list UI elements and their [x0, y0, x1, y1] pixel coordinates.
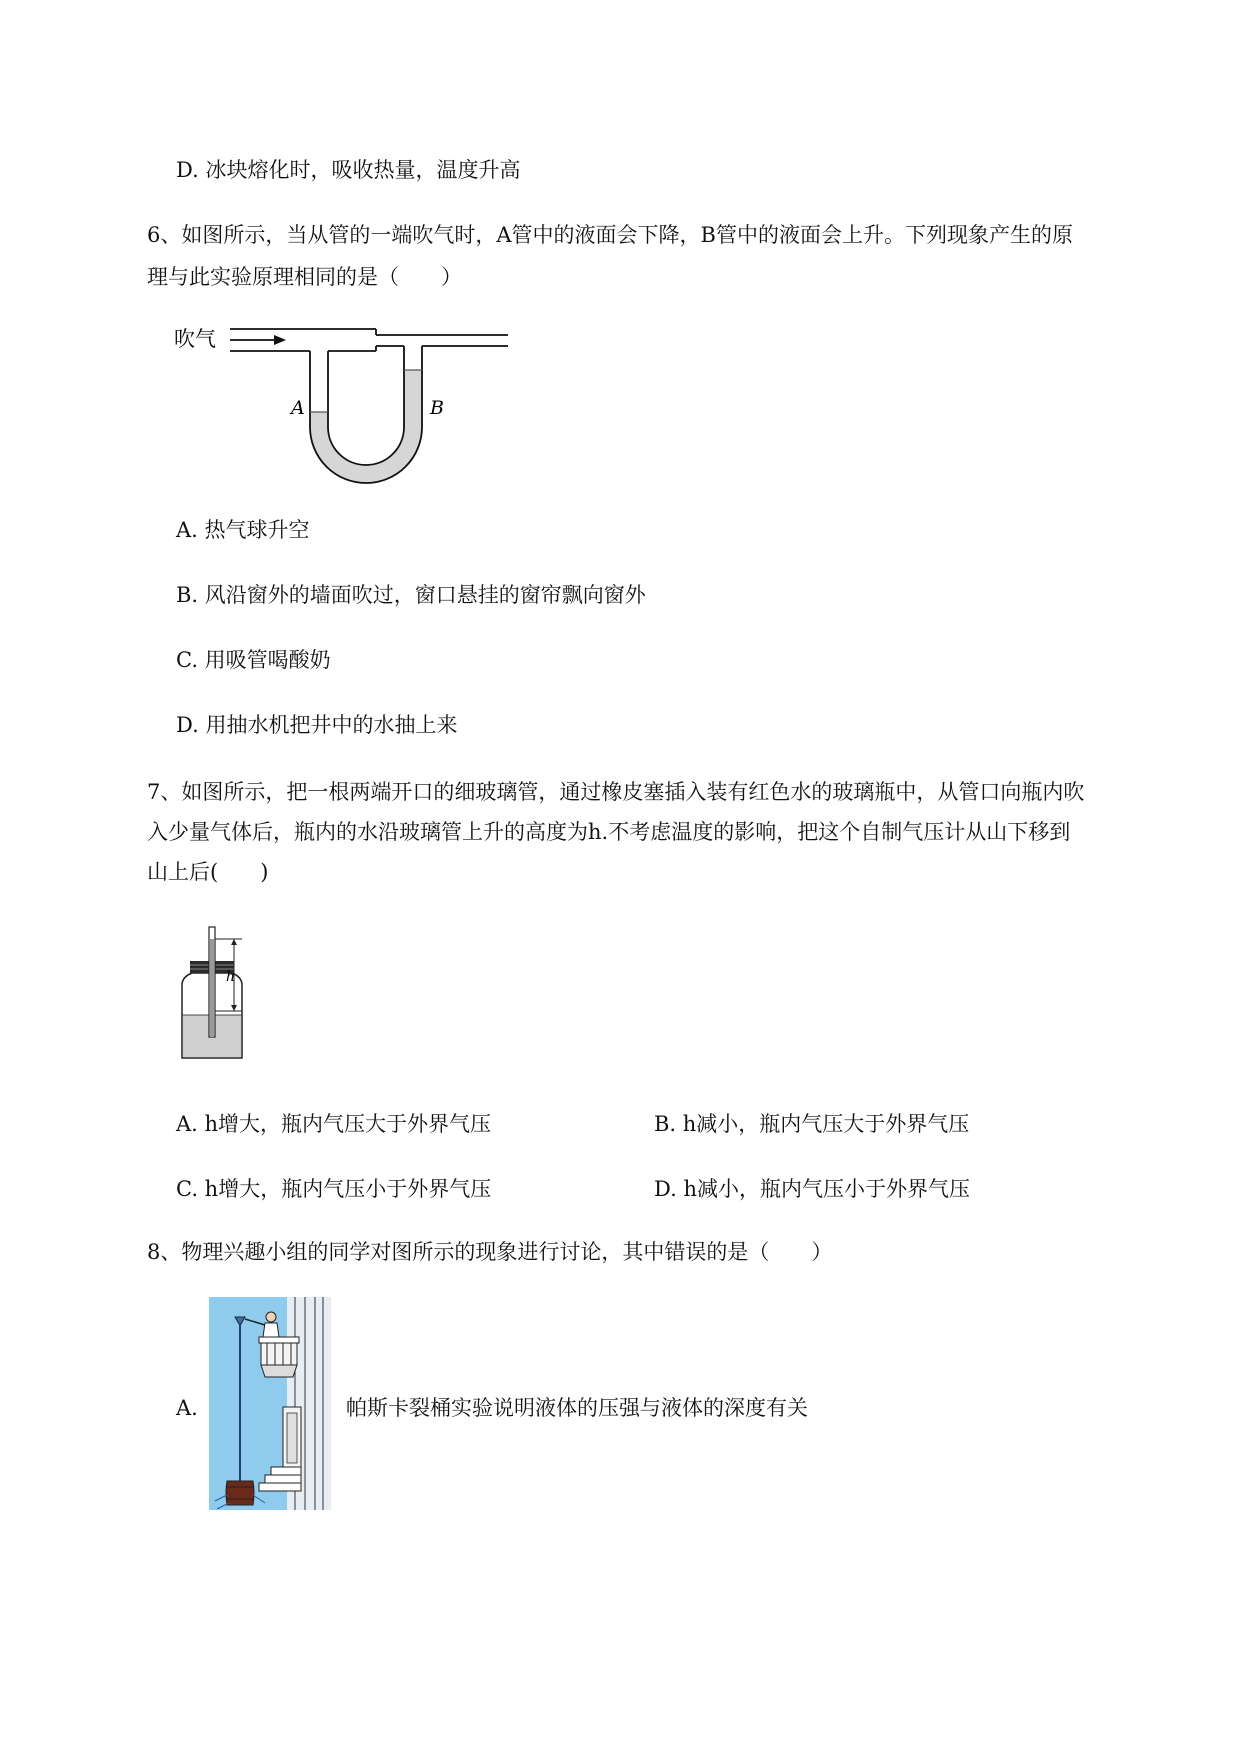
q6-option-d: D. 用抽水机把井中的水抽上来 — [176, 713, 458, 737]
q7-option-c: C. h增大，瓶内气压小于外界气压 — [176, 1177, 492, 1201]
q7-stem-line2: 入少量气体后，瓶内的水沿玻璃管上升的高度为h.不考虑温度的影响，把这个自制气压计从山下移到 — [147, 820, 1071, 844]
tube-a-label: A — [291, 397, 305, 419]
q6-u-tube-figure — [168, 312, 538, 502]
q7-option-b: B. h减小，瓶内气压大于外界气压 — [654, 1112, 970, 1136]
q8-stem: 8、物理兴趣小组的同学对图所示的现象进行讨论，其中错误的是（ ） — [147, 1240, 833, 1264]
q6-option-b: B. 风沿窗外的墙面吹过，窗口悬挂的窗帘飘向窗外 — [176, 583, 646, 607]
blow-arrow-icon — [274, 335, 286, 345]
q8-option-a-text: 帕斯卡裂桶实验说明液体的压强与液体的深度有关 — [346, 1396, 808, 1420]
pascal-barrel-picture — [209, 1297, 331, 1510]
q7-option-a: A. h增大，瓶内气压大于外界气压 — [176, 1112, 492, 1136]
q7-barometer-figure — [172, 925, 262, 1065]
q6-option-a: A. 热气球升空 — [176, 518, 310, 542]
q7-stem-line3: 山上后( ) — [147, 860, 269, 884]
tube-b-label: B — [430, 397, 444, 419]
q6-stem-line2: 理与此实验原理相同的是（ ） — [147, 265, 462, 289]
blow-label: 吹气 — [174, 327, 216, 351]
q7-option-d: D. h减小，瓶内气压小于外界气压 — [654, 1177, 970, 1201]
barrel — [226, 1481, 254, 1505]
q6-stem-line1: 6、如图所示，当从管的一端吹气时，A管中的液面会下降，B管中的液面会上升。下列现象产生的原 — [147, 223, 1073, 247]
q6-option-c: C. 用吸管喝酸奶 — [176, 648, 331, 672]
q5-option-d: D. 冰块熔化时，吸收热量，温度升高 — [176, 158, 521, 182]
height-label: h — [226, 969, 236, 985]
q7-stem-line1: 7、如图所示，把一根两端开口的细玻璃管，通过橡皮塞插入装有红色水的玻璃瓶中，从管口向瓶内吹 — [147, 780, 1085, 804]
q8-option-a-label: A. — [176, 1396, 198, 1420]
